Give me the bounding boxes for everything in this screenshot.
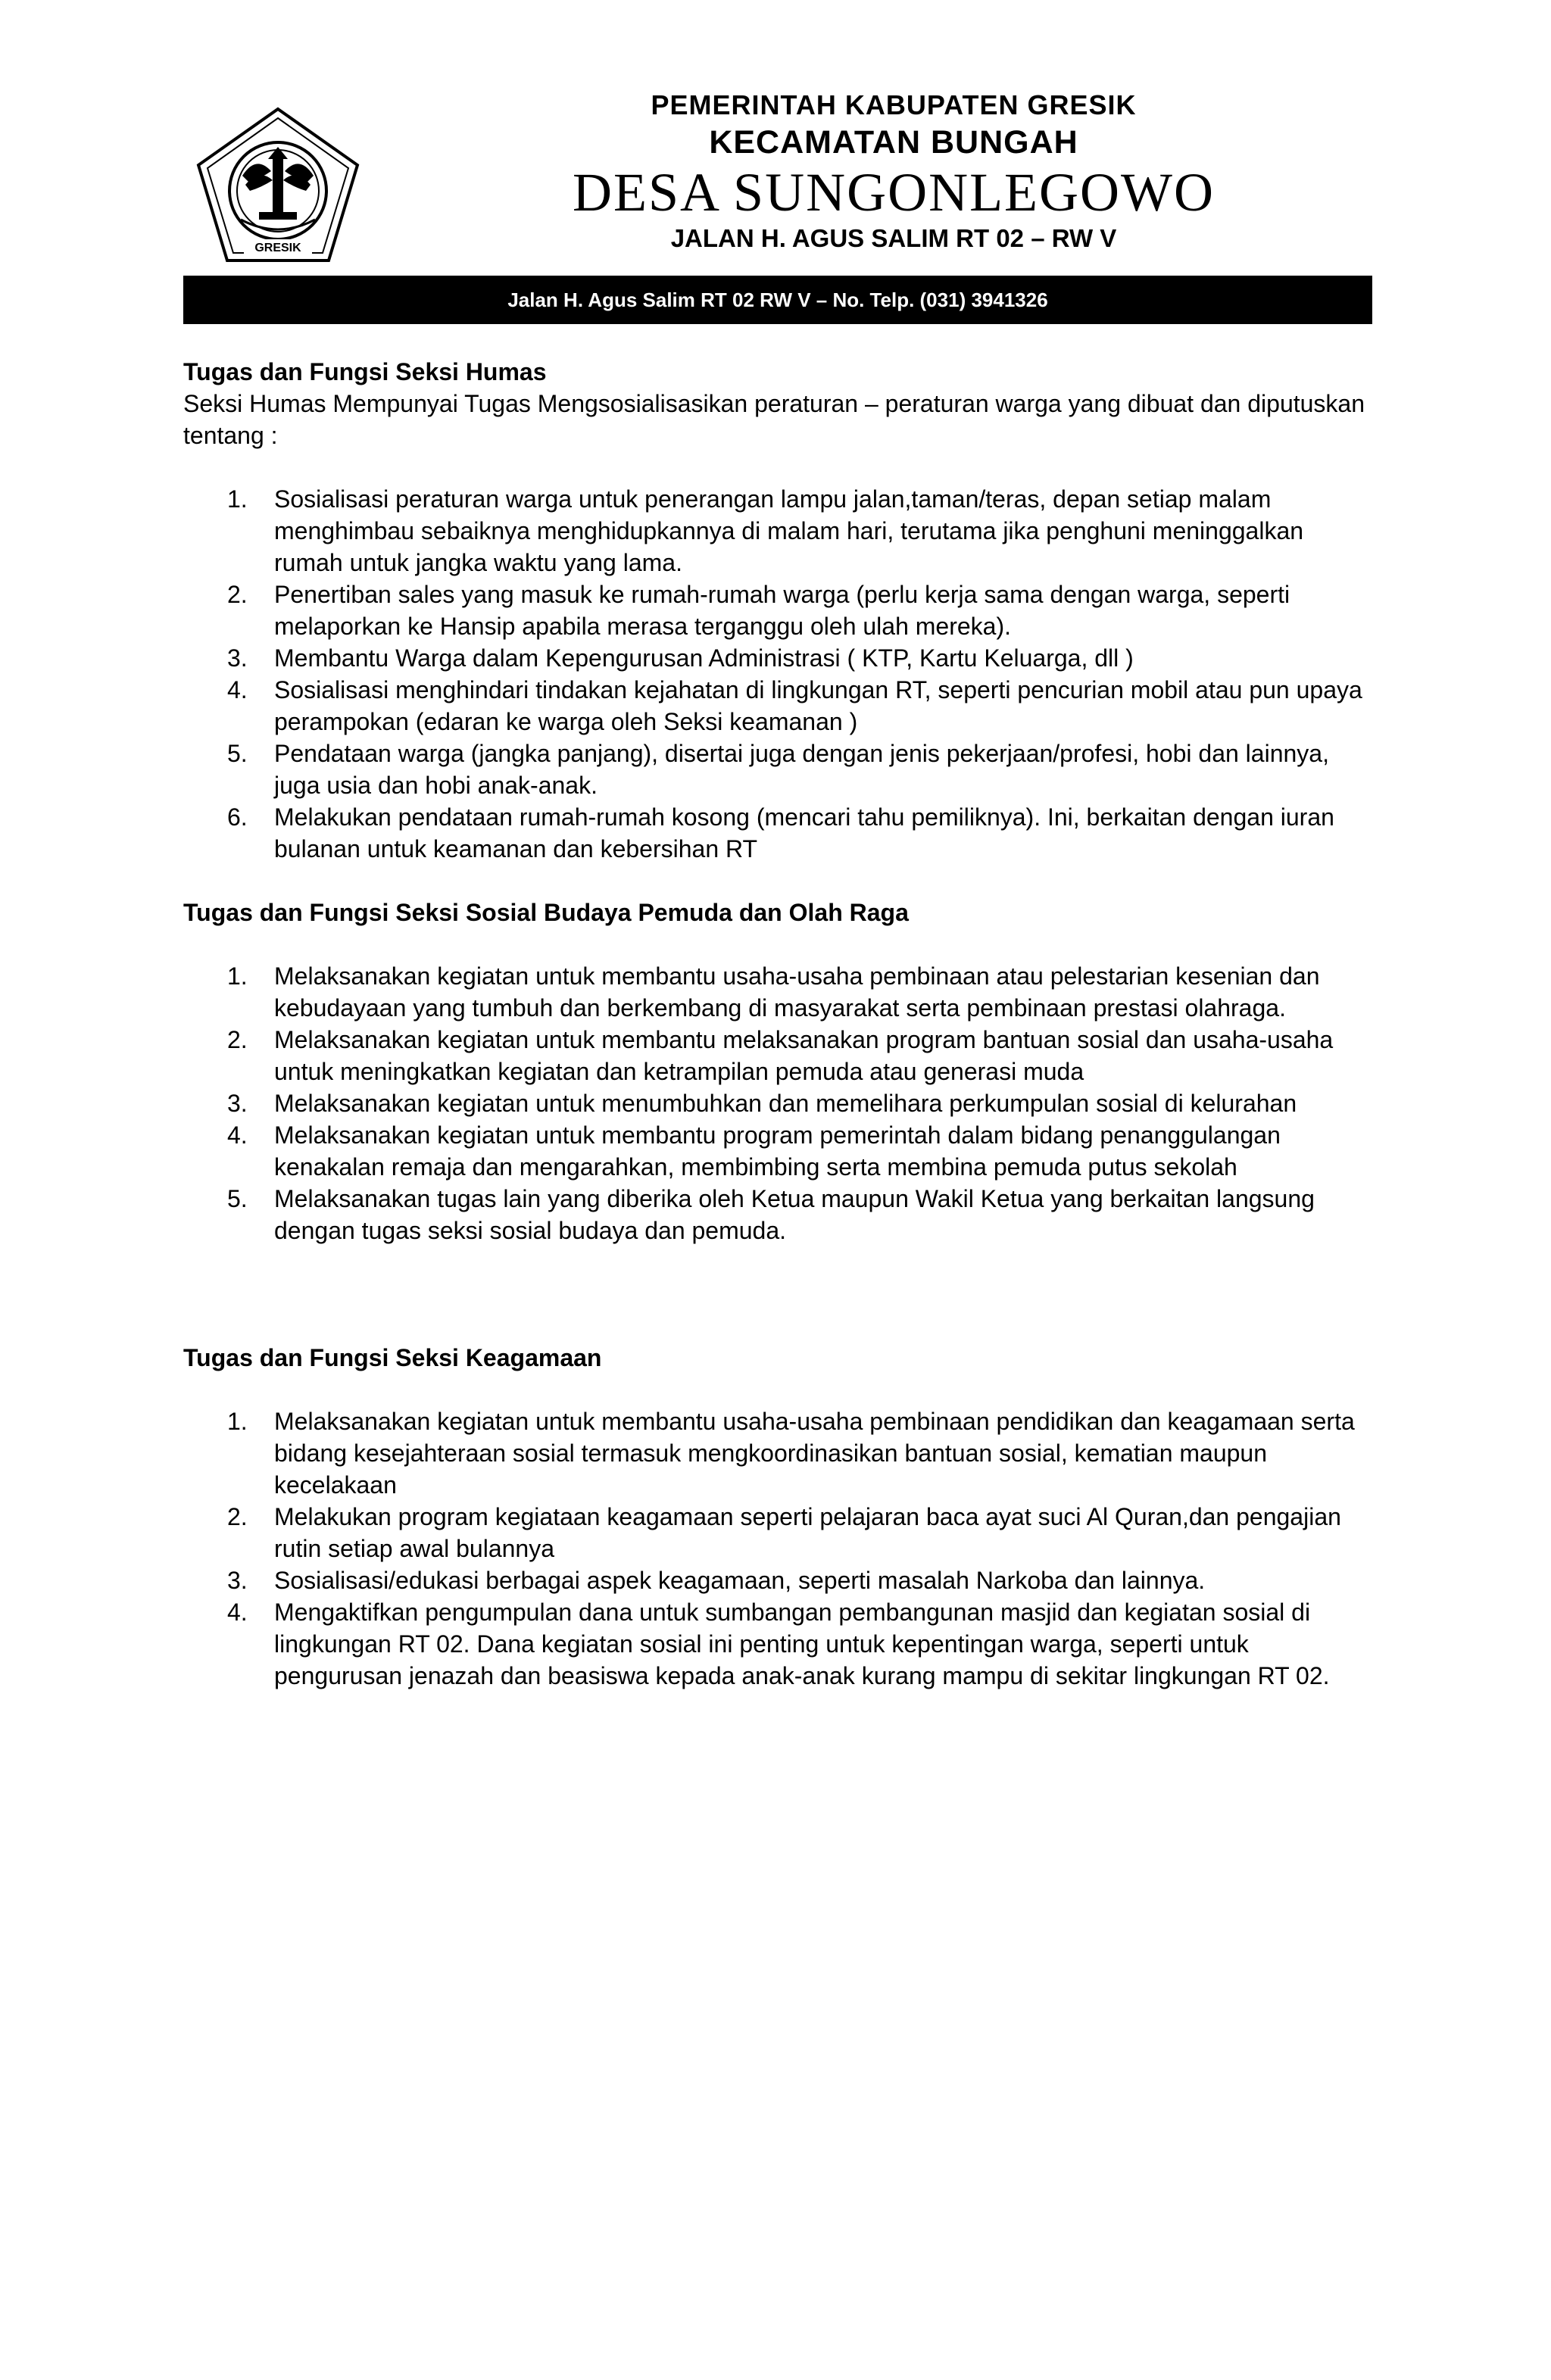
section-heading: Tugas dan Fungsi Seksi Keagamaan <box>183 1344 602 1371</box>
letterhead-district: KECAMATAN BUNGAH <box>709 124 1078 161</box>
list-item <box>183 1183 1372 1246</box>
list-text: Melaksanakan kegiatan untuk membantu usaha-usaha pembinaan atau pelestarian kesenian dan kebudayaan yang tumbuh dan berkembang di masyarakat serta pembinaan prestasi olahraga. <box>274 962 1320 1022</box>
task-list <box>183 1405 1372 1692</box>
list-number: 6. <box>227 803 248 831</box>
list-text: Melakukan pendataan rumah-rumah kosong (mencari tahu pemiliknya). Ini, berkaitan dengan iuran bulanan untuk keamanan dan kebersihan RT <box>274 803 1334 862</box>
list-number: 2. <box>227 581 248 608</box>
section-heading: Tugas dan Fungsi Seksi Humas <box>183 358 547 385</box>
list-number: 1. <box>227 962 248 990</box>
list-number: 3. <box>227 644 248 672</box>
document-body <box>183 356 1372 1692</box>
list-item <box>183 1119 1372 1183</box>
list-item <box>183 1405 1372 1501</box>
list-text: Melaksanakan kegiatan untuk menumbuhkan dan memelihara perkumpulan sosial di kelurahan <box>274 1090 1297 1117</box>
list-number: 3. <box>227 1090 248 1117</box>
list-number: 2. <box>227 1026 248 1053</box>
list-text: Pendataan warga (jangka panjang), disertai juga dengan jenis pekerjaan/profesi, hobi dan lainnya, juga usia dan hobi anak-anak. <box>274 740 1329 799</box>
list-item <box>183 1564 1372 1596</box>
list-item <box>183 579 1372 642</box>
section-humas <box>183 356 1372 865</box>
list-number: 3. <box>227 1567 248 1594</box>
list-item <box>183 1501 1372 1564</box>
list-text: Penertiban sales yang masuk ke rumah-rumah warga (perlu kerja sama dengan warga, seperti melaporkan ke Hansip apabila merasa terganggu oleh ulah mereka). <box>274 581 1290 640</box>
list-text: Sosialisasi peraturan warga untuk penerangan lampu jalan,taman/teras, depan setiap malam menghimbau sebaiknya menghidupkannya di malam hari, terutama jika penghuni meninggalkan rumah untuk jangka waktu yang lama. <box>274 485 1304 576</box>
list-number: 5. <box>227 740 248 767</box>
logo-text: GRESIK <box>254 242 301 254</box>
list-text: Melakukan program kegiataan keagamaan seperti pelajaran baca ayat suci Al Quran,dan pengajian rutin setiap awal bulannya <box>274 1503 1341 1562</box>
task-list <box>183 483 1372 865</box>
list-text: Sosialisasi menghindari tindakan kejahatan di lingkungan RT, seperti pencurian mobil atau pun upaya perampokan (edaran ke warga oleh Seksi keamanan ) <box>274 676 1362 735</box>
list-number: 1. <box>227 485 248 513</box>
list-text: Melaksanakan kegiatan untuk membantu melaksanakan program bantuan sosial dan usaha-usaha untuk meningkatkan kegiatan dan ketrampilan pemuda atau generasi muda <box>274 1026 1334 1085</box>
list-item <box>183 1024 1372 1087</box>
list-item <box>183 738 1372 801</box>
list-item <box>183 960 1372 1024</box>
section-intro: Seksi Humas Mempunyai Tugas Mengsosialisasikan peraturan – peraturan warga yang dibuat dan diputuskan tentang : <box>183 390 1365 449</box>
list-item <box>183 483 1372 579</box>
section-keagamaan <box>183 1342 1372 1692</box>
letterhead-government: PEMERINTAH KABUPATEN GRESIK <box>651 89 1137 120</box>
list-item <box>183 674 1372 738</box>
letterhead-village: DESA SUNGONLEGOWO <box>573 162 1215 223</box>
list-number: 4. <box>227 1599 248 1626</box>
list-text: Sosialisasi/edukasi berbagai aspek keagamaan, seperti masalah Narkoba dan lainnya. <box>274 1567 1206 1594</box>
address-bar: Jalan H. Agus Salim RT 02 RW V – No. Telp. (031) 3941326 <box>183 276 1372 324</box>
list-text: Membantu Warga dalam Kepengurusan Administrasi ( KTP, Kartu Keluarga, dll ) <box>274 644 1134 672</box>
list-number: 4. <box>227 1121 248 1149</box>
list-number: 2. <box>227 1503 248 1530</box>
list-item <box>183 642 1372 674</box>
list-item <box>183 1596 1372 1692</box>
section-sosial-budaya <box>183 897 1372 1246</box>
list-number: 4. <box>227 676 248 703</box>
task-list <box>183 960 1372 1246</box>
letterhead-street: JALAN H. AGUS SALIM RT 02 – RW V <box>670 224 1117 252</box>
list-text: Melaksanakan kegiatan untuk membantu program pemerintah dalam bidang penanggulangan kenakalan remaja dan mengarahkan, membimbing serta membina pemuda putus sekolah <box>274 1121 1281 1181</box>
list-item <box>183 1087 1372 1119</box>
list-text: Mengaktifkan pengumpulan dana untuk sumbangan pembangunan masjid dan kegiatan sosial di lingkungan RT 02. Dana kegiatan sosial ini penting untuk kepentingan warga, seperti untuk pengurusan jenazah dan beasiswa kepada anak-anak kurang mampu di sekitar lingkungan RT 02. <box>274 1599 1330 1689</box>
list-text: Melaksanakan kegiatan untuk membantu usaha-usaha pembinaan pendidikan dan keagamaan serta bidang kesejahteraan sosial termasuk mengkoordinasikan bantuan sosial, kematian maupun kecelakaan <box>274 1408 1355 1499</box>
gresik-emblem-logo <box>195 106 360 265</box>
list-number: 1. <box>227 1408 248 1435</box>
list-item <box>183 801 1372 865</box>
section-heading: Tugas dan Fungsi Seksi Sosial Budaya Pemuda dan Olah Raga <box>183 899 909 926</box>
list-number: 5. <box>227 1185 248 1212</box>
list-text: Melaksanakan tugas lain yang diberika oleh Ketua maupun Wakil Ketua yang berkaitan langsung dengan tugas seksi sosial budaya dan pemuda. <box>274 1185 1315 1244</box>
